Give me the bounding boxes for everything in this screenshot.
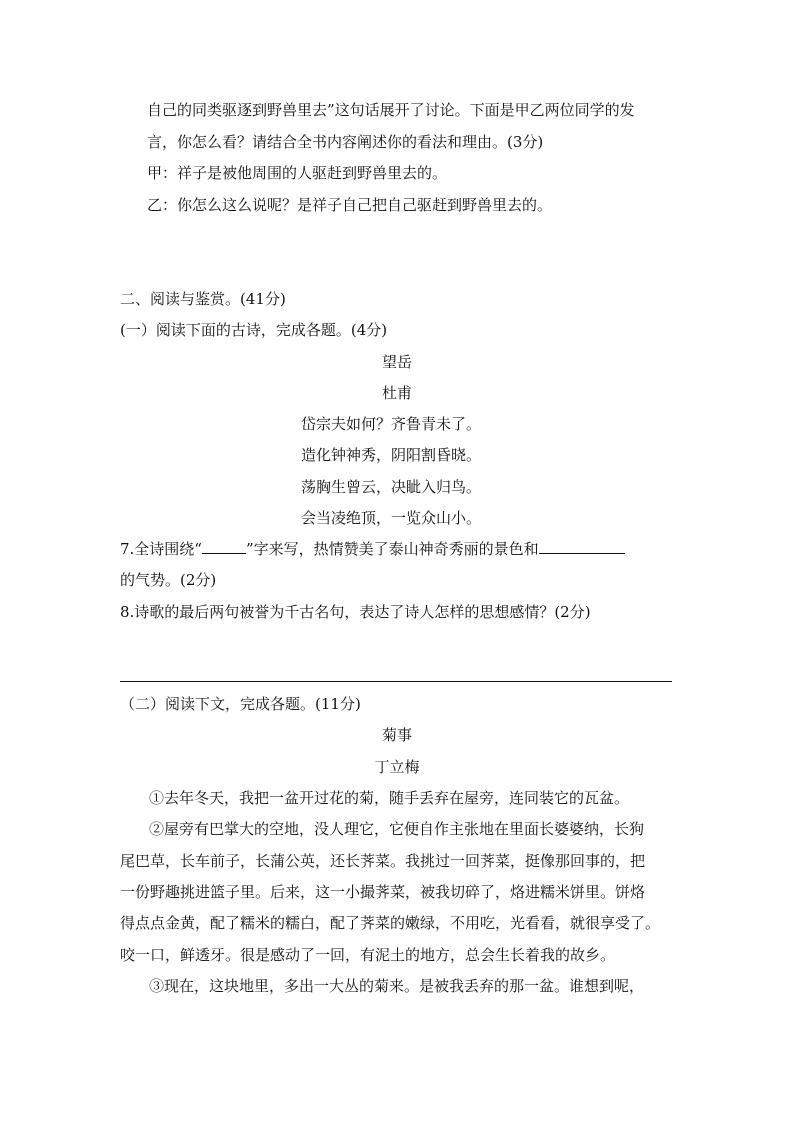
answer-line[interactable]	[120, 681, 672, 682]
q6-line-2: 言，你怎么看？请结合全书内容阐述你的看法和理由。(3分)	[147, 133, 544, 151]
question-7	[120, 538, 625, 560]
poem-line: 岱宗夫如何？齐鲁青未了。	[301, 415, 482, 433]
part-1-heading: (一）阅读下面的古诗，完成各题。(4分)	[120, 321, 388, 339]
poem-author: 杜甫	[381, 384, 412, 402]
poem-line: 造化钟神秀，阴阳割昏晓。	[301, 446, 482, 464]
poem-title: 望岳	[381, 353, 412, 371]
q6-opinion-jia: 甲：祥子是被他周围的人驱赶到野兽里去的。	[147, 164, 448, 182]
essay-paragraph-line: ②屋旁有巴掌大的空地，没人理它，它便自作主张地在里面长婆婆纳，长狗	[149, 820, 645, 838]
essay-paragraph-line: 得点点金黄，配了糯米的糯白，配了荠菜的嫩绿，不用吃，光看看，就很享受了。	[120, 914, 661, 932]
essay-paragraph-line: ③现在，这块地里，多出一大丛的菊来。是被我丢弃的那一盆。谁想到呢，	[149, 977, 645, 995]
essay-paragraph-line: 一份野趣挑进篮子里。后来，这一小撮荠菜，被我切碎了，烙进糯米饼里。饼烙	[120, 883, 646, 901]
question-7-prefix: 7.全诗围绕“	[120, 540, 202, 558]
poem-line: 荡胸生曾云，决眦入归鸟。	[301, 478, 482, 496]
essay-paragraph-line: 尾巴草，长车前子，长蒲公英，还长荠菜。我挑过一回荠菜，挺像那回事的，把	[120, 852, 646, 870]
question-7-line-2: 的气势。(2分)	[120, 571, 217, 589]
part-2-heading: （二）阅读下文，完成各题。(11分)	[120, 695, 361, 713]
essay-title: 菊事	[381, 726, 412, 744]
question-7-middle: ”字来写，热情赞美了泰山神奇秀丽的景色和	[245, 540, 539, 558]
question-7-blank-1[interactable]	[202, 539, 246, 554]
q6-opinion-yi: 乙：你怎么这么说呢？是祥子自己把自己驱赶到野兽里去的。	[147, 196, 553, 214]
question-8: 8.诗歌的最后两句被誉为千古名句，表达了诗人怎样的思想感情？(2分)	[120, 603, 591, 621]
q6-line-1: 自己的同类驱逐到野兽里去”这句话展开了讨论。下面是甲乙两位同学的发	[147, 101, 635, 119]
section-2-heading: 二、阅读与鉴赏。(41分)	[120, 290, 286, 308]
question-7-blank-2[interactable]	[539, 539, 625, 554]
essay-paragraph-line: ①去年冬天，我把一盆开过花的菊，随手丢弃在屋旁，连同装它的瓦盆。	[149, 789, 630, 807]
poem-line: 会当凌绝顶，一览众山小。	[301, 509, 482, 527]
essay-paragraph-line: 咬一口，鲜透牙。很是感动了一回，有泥土的地方，总会生长着我的故乡。	[120, 946, 616, 964]
essay-author: 丁立梅	[374, 758, 420, 776]
